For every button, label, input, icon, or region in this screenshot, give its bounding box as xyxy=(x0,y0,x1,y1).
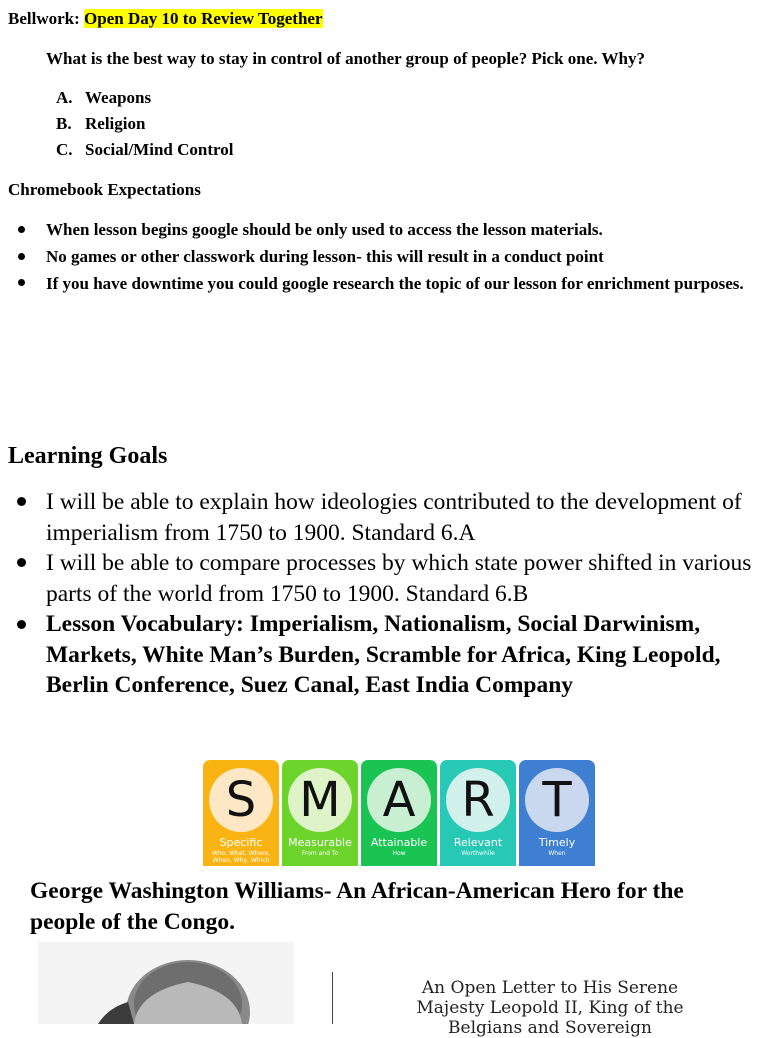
bullet-icon xyxy=(17,620,26,629)
learning-goals-title: Learning Goals xyxy=(8,443,168,469)
smart-goals-graphic xyxy=(203,760,596,866)
chromebook-item: If you have downtime you could google research the topic of our lesson for enrichment purposes. xyxy=(46,274,744,293)
smart-sub: How xyxy=(392,850,406,857)
bullet-icon xyxy=(18,226,25,233)
bellwork-question: What is the best way to stay in control of another group of people? Pick one. Why? xyxy=(46,49,645,68)
smart-letter: S xyxy=(209,768,273,832)
smart-card-t xyxy=(519,760,595,866)
letter-divider xyxy=(332,972,333,1024)
portrait-image xyxy=(38,942,294,1024)
option-letter: B. xyxy=(56,114,72,133)
lesson-vocabulary: Lesson Vocabulary: Imperialism, Nationalism, Social Darwinism, Markets, White Man’s Burden, Scramble for Africa, King Leopold, Berlin Conference, Suez Canal, East India Company xyxy=(46,611,721,698)
smart-word: Relevant xyxy=(453,836,503,849)
portrait-photo xyxy=(38,942,294,1024)
option-text: Weapons xyxy=(85,88,152,107)
option-b xyxy=(56,114,145,134)
bellwork-highlight: Open Day 10 to Review Together xyxy=(84,9,323,28)
gw-williams-heading: George Washington Williams- An African-American Hero for the people of the Congo. xyxy=(30,878,684,935)
bullet-icon xyxy=(18,253,25,260)
smart-card-m xyxy=(282,760,358,866)
smart-card-a xyxy=(361,760,437,866)
smart-word: Specific xyxy=(219,836,263,849)
smart-word: Measurable xyxy=(288,836,352,849)
option-c xyxy=(56,140,233,160)
smart-sub: From and To xyxy=(301,850,339,857)
option-a xyxy=(56,88,151,108)
bellwork-line xyxy=(8,9,323,29)
option-text: Religion xyxy=(85,114,146,133)
smart-sub: Who, What, Where, When, Why, Which xyxy=(211,850,271,864)
learning-goal: I will be able to compare processes by which state power shifted in various parts of the world from 1750 to 1900. Standard 6.B xyxy=(46,550,752,607)
smart-word: Attainable xyxy=(370,836,428,849)
chromebook-title: Chromebook Expectations xyxy=(8,180,201,199)
option-text: Social/Mind Control xyxy=(85,140,234,159)
smart-letter: T xyxy=(525,768,589,832)
smart-sub: When xyxy=(548,850,566,857)
bullet-icon xyxy=(17,497,26,506)
open-letter-text: An Open Letter to His Serene Majesty Leopold II, King of the Belgians and Sovereign xyxy=(416,978,684,1038)
smart-letter: A xyxy=(367,768,431,832)
smart-sub: Worthwhile xyxy=(461,850,495,857)
smart-letter: M xyxy=(288,768,352,832)
bullet-icon xyxy=(17,558,26,567)
bullet-icon xyxy=(18,279,25,286)
smart-card-r xyxy=(440,760,516,866)
option-letter: C. xyxy=(56,140,73,159)
smart-card-s xyxy=(203,760,279,866)
bellwork-label: Bellwork: xyxy=(8,9,80,28)
option-letter: A. xyxy=(56,88,73,107)
smart-word: Timely xyxy=(538,836,576,849)
learning-goal: I will be able to explain how ideologies contributed to the development of imperialism from 1750 to 1900. Standard 6.A xyxy=(46,489,742,546)
smart-letter: R xyxy=(446,768,510,832)
chromebook-item: When lesson begins google should be only used to access the lesson materials. xyxy=(46,220,603,239)
chromebook-item: No games or other classwork during lesson- this will result in a conduct point xyxy=(46,247,604,266)
